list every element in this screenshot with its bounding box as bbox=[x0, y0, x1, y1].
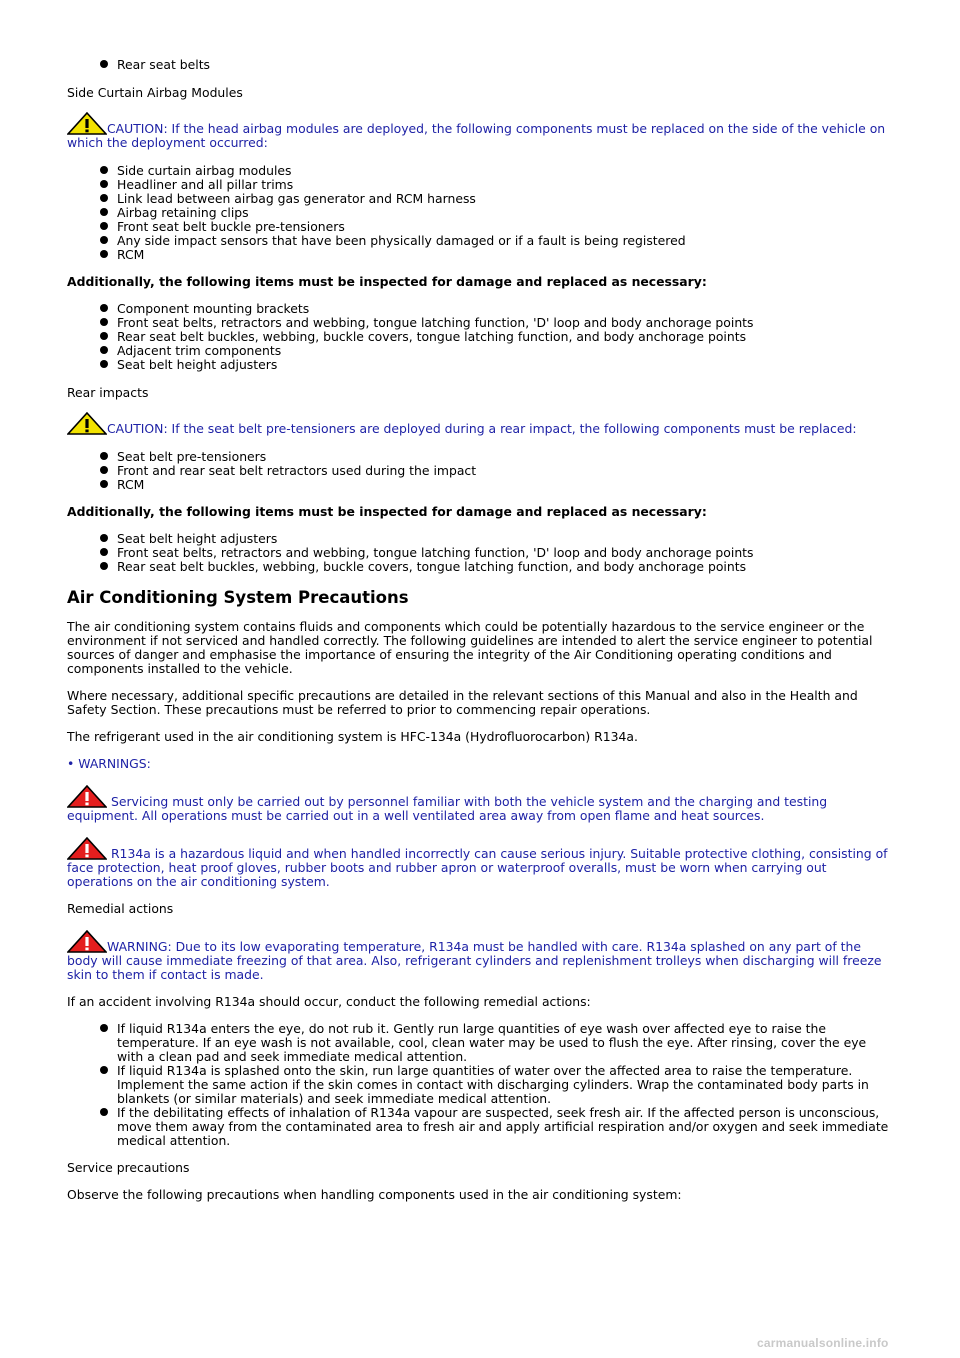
caution-note-1: CAUTION: If the head airbag modules are deployed, the following components must be replaced on the side of the vehicle on which the deployment occurred: bbox=[67, 112, 895, 150]
accident-paragraph: If an accident involving R134a should occur, conduct the following remedial actions: bbox=[67, 994, 591, 1009]
warning-note-2: R134a is a hazardous liquid and when handled incorrectly can cause serious injury. Suitable protective clothing, consisting of face protection, heat proof gloves, rubber boots and rubber apron or waterproof overalls, must be worn when carrying out operations on the air conditioning system. bbox=[67, 837, 895, 889]
list-item: Seat belt pre-tensioners bbox=[117, 450, 895, 464]
ac-paragraph-2: Where necessary, additional specific precautions are detailed in the relevant sections of this Manual and also in the Health and Safety Section. These precautions must be referred to prior to commencing repair operations. bbox=[67, 688, 858, 717]
list-item: Any side impact sensors that have been physically damaged or if a fault is being registered bbox=[117, 234, 895, 248]
section-heading-side-curtain: Side Curtain Airbag Modules bbox=[67, 85, 243, 100]
watermark: carmanualsonline.info bbox=[757, 1336, 889, 1350]
caution-icon bbox=[67, 112, 107, 135]
list-item: If liquid R134a enters the eye, do not rub it. Gently run large quantities of eye wash over affected eye to raise the temperature. If an eye wash is not available, cool, clean water may be used to flush the eye. After rinsing, cover the eye with a clean pad and seek immediate medical attention. bbox=[117, 1022, 895, 1064]
inspect-list-side bbox=[67, 302, 895, 372]
warning-note-1: Servicing must only be carried out by personnel familiar with both the vehicle system and the charging and testing equipment. All operations must be carried out in a well ventilated area away from open flame and heat sources. bbox=[67, 785, 895, 823]
remedial-list bbox=[67, 1022, 895, 1148]
warning-note-3: WARNING: Due to its low evaporating temperature, R134a must be handled with care. R134a splashed on any part of the body will cause immediate freezing of that area. Also, refrigerant cylinders and replenishment trolleys when discharging will freeze skin to them if contact is made. bbox=[67, 930, 895, 982]
section-heading-rear-impacts: Rear impacts bbox=[67, 385, 149, 400]
ac-paragraph-3: The refrigerant used in the air conditioning system is HFC-134a (Hydrofluorocarbon) R134a. bbox=[67, 729, 638, 744]
remedial-heading: Remedial actions bbox=[67, 901, 174, 916]
warning-icon bbox=[67, 930, 107, 953]
caution-note-2: CAUTION: If the seat belt pre-tensioners are deployed during a rear impact, the following components must be replaced: bbox=[67, 412, 895, 436]
list-item: Front and rear seat belt retractors used during the impact bbox=[117, 464, 895, 478]
list-item: RCM bbox=[117, 478, 895, 492]
list-item: Side curtain airbag modules bbox=[117, 164, 895, 178]
list-item: Component mounting brackets bbox=[117, 302, 895, 316]
caution-icon bbox=[67, 412, 107, 435]
list-item: Link lead between airbag gas generator and RCM harness bbox=[117, 192, 895, 206]
list-item: Rear seat belt buckles, webbing, buckle covers, tongue latching function, and body anchorage points bbox=[117, 560, 895, 574]
ac-paragraph-1: The air conditioning system contains fluids and components which could be potentially hazardous to the service engineer or the environment if not serviced and handled correctly. The following guidelines are intended to alert the service engineer to potential sources of danger and emphasise the importance of ensuring the integrity of the Air Conditioning operating conditions and components installed to the vehicle. bbox=[67, 619, 873, 676]
list-item: Rear seat belt buckles, webbing, buckle covers, tongue latching function, and body anchorage points bbox=[117, 330, 895, 344]
list-item: If the debilitating effects of inhalation of R134a vapour are suspected, seek fresh air. If the affected person is unconscious, move them away from the contaminated area to fresh air and apply artificial respiration and/or oxygen and seek immediate medical attention. bbox=[117, 1106, 895, 1148]
inspect-list-rear bbox=[67, 532, 895, 574]
list-item: Front seat belts, retractors and webbing, tongue latching function, 'D' loop and body anchorage points bbox=[117, 546, 895, 560]
list-item: Seat belt height adjusters bbox=[117, 532, 895, 546]
manual-page bbox=[67, 58, 895, 1202]
service-paragraph: Observe the following precautions when handling components used in the air conditioning system: bbox=[67, 1187, 682, 1202]
ac-section-title: Air Conditioning System Precautions bbox=[67, 588, 409, 607]
list-item: RCM bbox=[117, 248, 895, 262]
list-item: Front seat belt buckle pre-tensioners bbox=[117, 220, 895, 234]
warning-icon bbox=[67, 785, 107, 808]
list-item: Rear seat belts bbox=[117, 58, 895, 72]
additional-heading-2: Additionally, the following items must be inspected for damage and replaced as necessary: bbox=[67, 504, 707, 519]
list-item: Seat belt height adjusters bbox=[117, 358, 895, 372]
list-item: Airbag retaining clips bbox=[117, 206, 895, 220]
list-item: Adjacent trim components bbox=[117, 344, 895, 358]
additional-heading-1: Additionally, the following items must be inspected for damage and replaced as necessary: bbox=[67, 274, 707, 289]
warning-icon bbox=[67, 837, 107, 860]
service-heading: Service precautions bbox=[67, 1160, 190, 1175]
list-item: If liquid R134a is splashed onto the skin, run large quantities of water over the affected area to raise the temperature. Implement the same action if the skin comes in contact with discharging cylinders. Wrap the contaminated body parts in blankets (or similar materials) and seek immediate medical attention. bbox=[117, 1064, 895, 1106]
replace-list-rear bbox=[67, 450, 895, 492]
warnings-label: • WARNINGS: bbox=[67, 756, 151, 771]
list-item: Headliner and all pillar trims bbox=[117, 178, 895, 192]
replace-list-side bbox=[67, 164, 895, 262]
top-bullet-list bbox=[67, 58, 895, 72]
list-item: Front seat belts, retractors and webbing, tongue latching function, 'D' loop and body anchorage points bbox=[117, 316, 895, 330]
